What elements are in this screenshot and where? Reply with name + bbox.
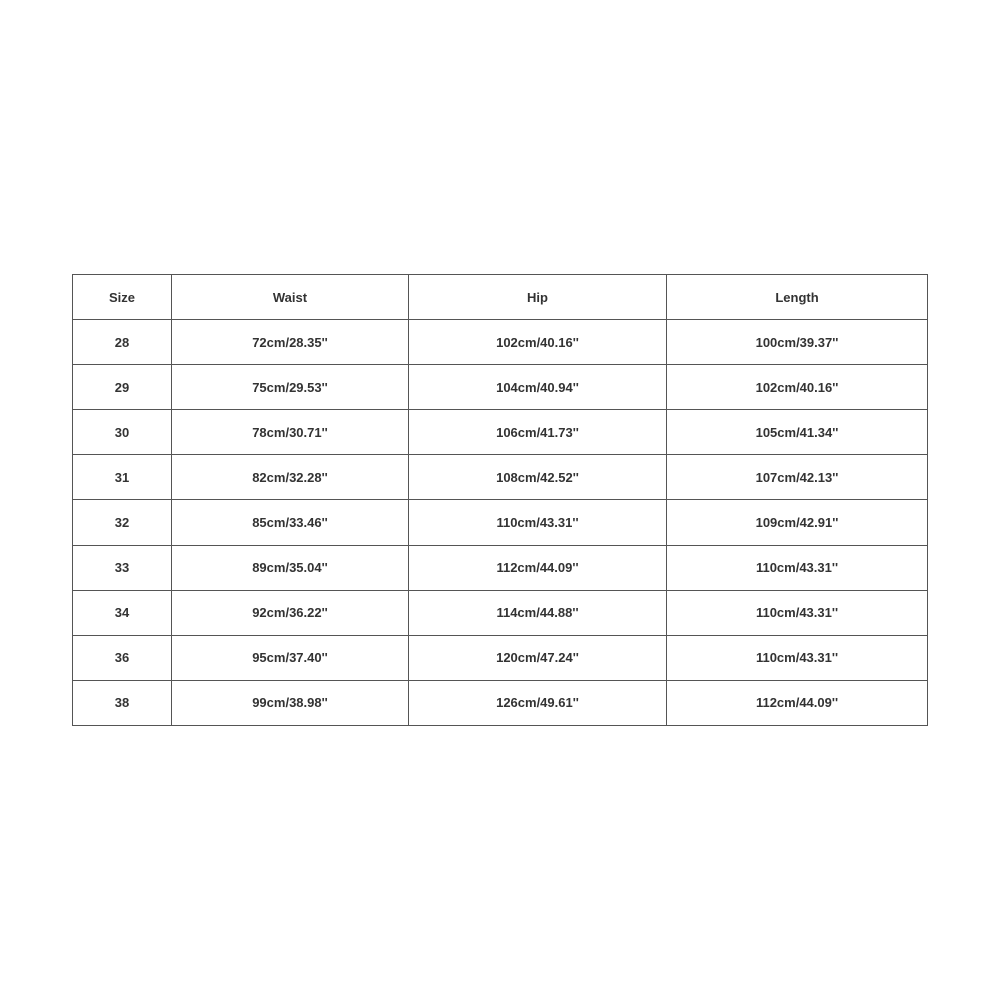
- length-cell: 112cm/44.09'': [755, 695, 839, 711]
- length-cell: 110cm/43.31'': [667, 591, 927, 636]
- table-row: [73, 410, 927, 455]
- hip-cell: 126cm/49.61'': [409, 681, 667, 725]
- header-waist: Waist: [172, 275, 409, 320]
- waist-cell: 99cm/38.98'': [172, 681, 409, 725]
- length-cell: 100cm/39.37'': [667, 320, 927, 365]
- waist-cell: 75cm/29.53'': [172, 365, 409, 410]
- table-row: [73, 636, 927, 681]
- hip-cell: 120cm/47.24'': [409, 636, 667, 681]
- size-cell: 34: [73, 591, 172, 636]
- size-cell: 32: [73, 500, 172, 545]
- length-cell: 105cm/41.34'': [667, 410, 927, 455]
- header-row: [73, 275, 927, 320]
- header-size: Size: [73, 275, 172, 320]
- waist-cell: 78cm/30.71'': [172, 410, 409, 455]
- hip-cell: 110cm/43.31'': [409, 500, 667, 545]
- size-cell: 33: [73, 546, 172, 591]
- size-cell: 38: [73, 681, 172, 725]
- table-row: [73, 591, 927, 636]
- size-cell: 30: [73, 410, 172, 455]
- size-cell: 28: [73, 320, 172, 365]
- waist-cell: 82cm/32.28'': [172, 455, 409, 500]
- size-cell: 29: [73, 365, 172, 410]
- table-row: [73, 455, 927, 500]
- waist-cell: 85cm/33.46'': [172, 500, 409, 545]
- waist-cell: 95cm/37.40'': [172, 636, 409, 681]
- table-row: [73, 546, 927, 591]
- waist-cell: 72cm/28.35'': [172, 320, 409, 365]
- header-hip: Hip: [409, 275, 667, 320]
- waist-cell: 89cm/35.04'': [172, 546, 409, 591]
- table-row: [73, 500, 927, 545]
- length-cell: 110cm/43.31'': [667, 546, 927, 591]
- length-cell: 110cm/43.31'': [667, 636, 927, 681]
- hip-cell: 106cm/41.73'': [409, 410, 667, 455]
- table-row: [73, 320, 927, 365]
- size-chart-table: [72, 274, 928, 726]
- hip-cell: 112cm/44.09'': [409, 546, 667, 591]
- hip-cell: 108cm/42.52'': [409, 455, 667, 500]
- table-row: [73, 681, 927, 725]
- hip-cell: 104cm/40.94'': [409, 365, 667, 410]
- size-cell: 36: [73, 636, 172, 681]
- table-row: [73, 365, 927, 410]
- length-cell: 102cm/40.16'': [667, 365, 927, 410]
- header-length: Length: [667, 275, 927, 320]
- waist-cell: 92cm/36.22'': [172, 591, 409, 636]
- hip-cell: 102cm/40.16'': [409, 320, 667, 365]
- length-cell: 109cm/42.91'': [667, 500, 927, 545]
- hip-cell: 114cm/44.88'': [409, 591, 667, 636]
- size-cell: 31: [73, 455, 172, 500]
- length-cell: 107cm/42.13'': [667, 455, 927, 500]
